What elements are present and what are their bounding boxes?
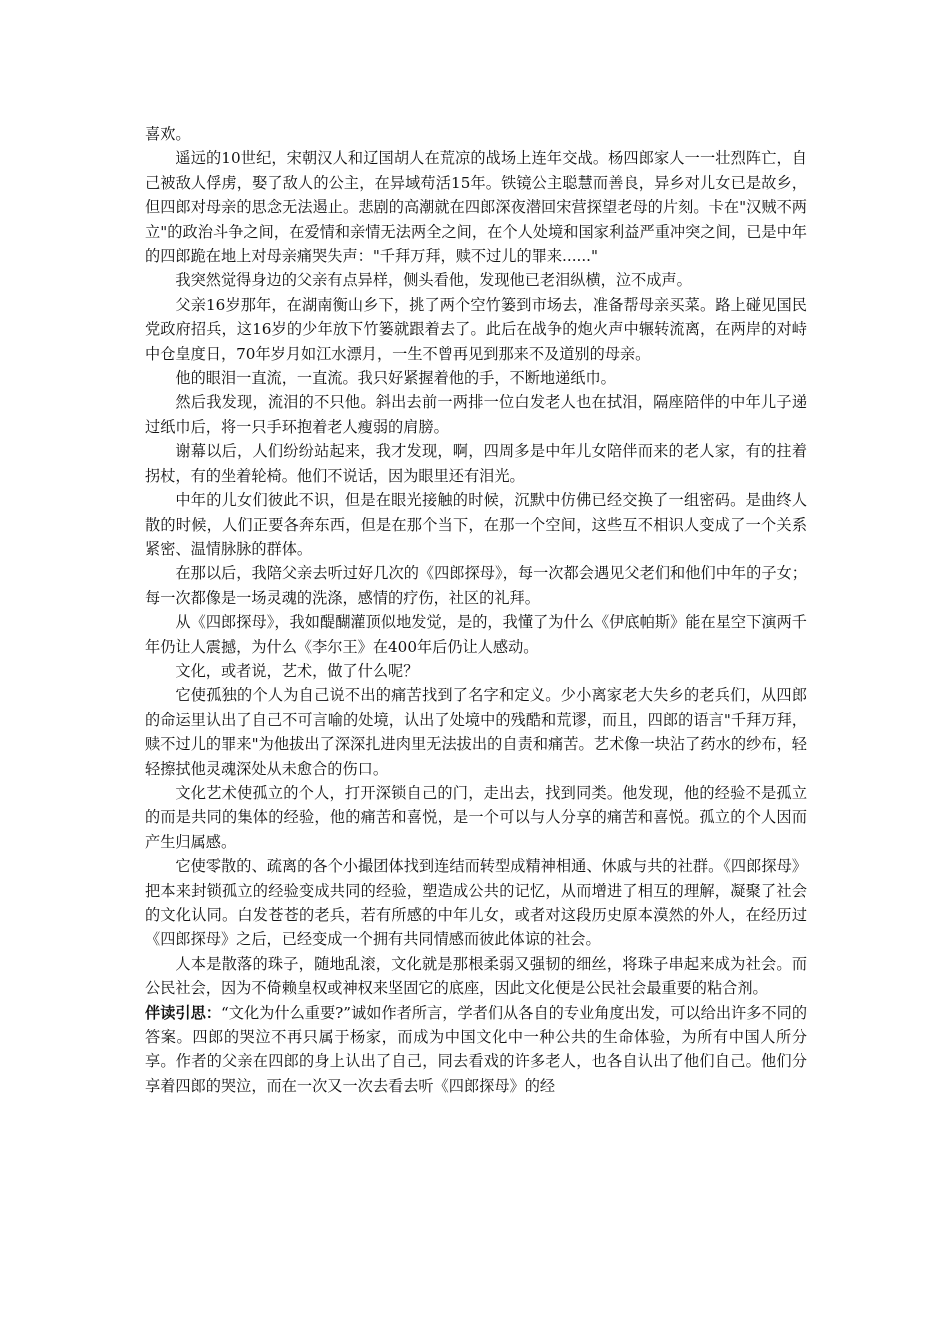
paragraph-4: 他的眼泪一直流，一直流。我只好紧握着他的手，不断地递纸巾。	[175, 369, 616, 388]
paragraph-7: 中年的儿女们彼此不识，但是在眼光接触的时候，沉默中仿佛已经交换了一组密码。是曲终人散的时候，人们正要各奔东西，但是在那个当下，在那一个空间，这些互不相识人变成了一个关系紧密、温情脉脉的群体。	[145, 491, 807, 558]
paragraph-6: 谢幕以后，人们纷纷站起来，我才发现，啊，四周多是中年儿女陪伴而来的老人家，有的拄着拐杖，有的坐着轮椅。他们不说话，因为眼里还有泪光。	[145, 442, 807, 485]
paragraph-3: 父亲16岁那年，在湖南衡山乡下，挑了两个空竹篓到市场去，准备帮母亲买菜。路上碰见国民党政府招兵，这16岁的少年放下竹篓就跟着去了。此后在战争的炮火声中辗转流离，在两岸的对峙中仓皇度日，70年岁月如江水漂月，一生不曾再见到那来不及道别的母亲。	[145, 295, 807, 363]
reading-guide-text: “文化为什么重要?”诚如作者所言，学者们从各自的专业角度出发，可以给出许多不同的答案。四郎的哭泣不再只属于杨家，而成为中国文化中一种公共的生命体验，为所有中国人所分享。作者的父亲在四郎的身上认出了自己，同去看戏的许多老人，也各自认出了他们自己。他们分享着四郎的哭泣，而在一次又一次去看去听《四郎探母》的经	[145, 1003, 808, 1095]
paragraph-13: 它使零散的、疏离的各个小撮团体找到连结而转型成精神相通、休戚与共的社群。《四郎探母》把本来封锁孤立的经验变成共同的经验，塑造成公共的记忆，从而增进了相互的理解，凝聚了社会的文化认同。白发苍苍的老兵，若有所感的中年儿女，或者对这段历史原本漠然的外人，在经历过《四郎探母》之后，已经变成一个拥有共同情感而彼此体谅的社会。	[145, 857, 807, 949]
paragraph-8: 在那以后，我陪父亲去听过好几次的《四郎探母》，每一次都会遇见父老们和他们中年的子女；每一次都像是一场灵魂的洗涤，感情的疗伤，社区的礼拜。	[145, 564, 807, 607]
paragraph-1: 遥远的10世纪，宋朝汉人和辽国胡人在荒凉的战场上连年交战。杨四郎家人一一壮烈阵亡，自己被敌人俘虏，娶了敌人的公主，在异域苟活15年。铁镜公主聪慧而善良，异乡对儿女已是故乡，但四郎对母亲的思念无法遏止。悲剧的高潮就在四郎深夜潜回宋营探望老母的片刻。卡在"汉贼不两立"的政治斗争之间，在爱情和亲情无法两全之间，在个人处境和国家利益严重冲突之间，已是中年的四郎跪在地上对母亲痛哭失声："千拜万拜，赎不过儿的罪来......"	[145, 149, 807, 266]
opening-fragment: 喜欢。	[145, 125, 191, 143]
paragraph-14: 人本是散落的珠子，随地乱滚，文化就是那根柔弱又强韧的细丝，将珠子串起来成为社会。而公民社会，因为不倚赖皇权或神权来坚固它的底座，因此文化便是公民社会最重要的粘合剂。	[145, 954, 807, 998]
paragraph-12: 文化艺术使孤立的个人，打开深锁自己的门，走出去，找到同类。他发现，他的经验不是孤立的而是共同的集体的经验，他的痛苦和喜悦，是一个可以与人分享的痛苦和喜悦。孤立的个人因而产生归属感。	[145, 783, 807, 851]
reading-guide	[145, 1001, 807, 1099]
paragraph-5: 然后我发现，流泪的不只他。斜出去前一两排一位白发老人也在拭泪，隔座陪伴的中年儿子递过纸巾后，将一只手环抱着老人瘦弱的肩膀。	[145, 393, 807, 436]
paragraph-9: 从《四郎探母》，我如醍醐灌顶似地发觉，是的，我懂了为什么《伊底帕斯》能在星空下演两千年仍让人震撼，为什么《李尔王》在400年后仍让人感动。	[145, 613, 807, 656]
paragraph-2: 我突然觉得身边的父亲有点异样，侧头看他，发现他已老泪纵横，泣不成声。	[175, 271, 692, 290]
reading-guide-label: 伴读引思：	[145, 1003, 221, 1022]
paragraph-11: 它使孤独的个人为自己说不出的痛苦找到了名字和定义。少小离家老大失乡的老兵们，从四郎的命运里认出了自己不可言喻的处境，认出了处境中的残酷和荒谬，而且，四郎的语言"千拜万拜，赎不过儿的罪来"为他拔出了深深扎进肉里无法拔出的自责和痛苦。艺术像一块沾了药水的纱布，轻轻擦拭他灵魂深处从未愈合的伤口。	[145, 686, 807, 778]
document-page	[145, 122, 807, 1098]
paragraph-10: 文化，或者说，艺术，做了什么呢？	[175, 661, 419, 680]
